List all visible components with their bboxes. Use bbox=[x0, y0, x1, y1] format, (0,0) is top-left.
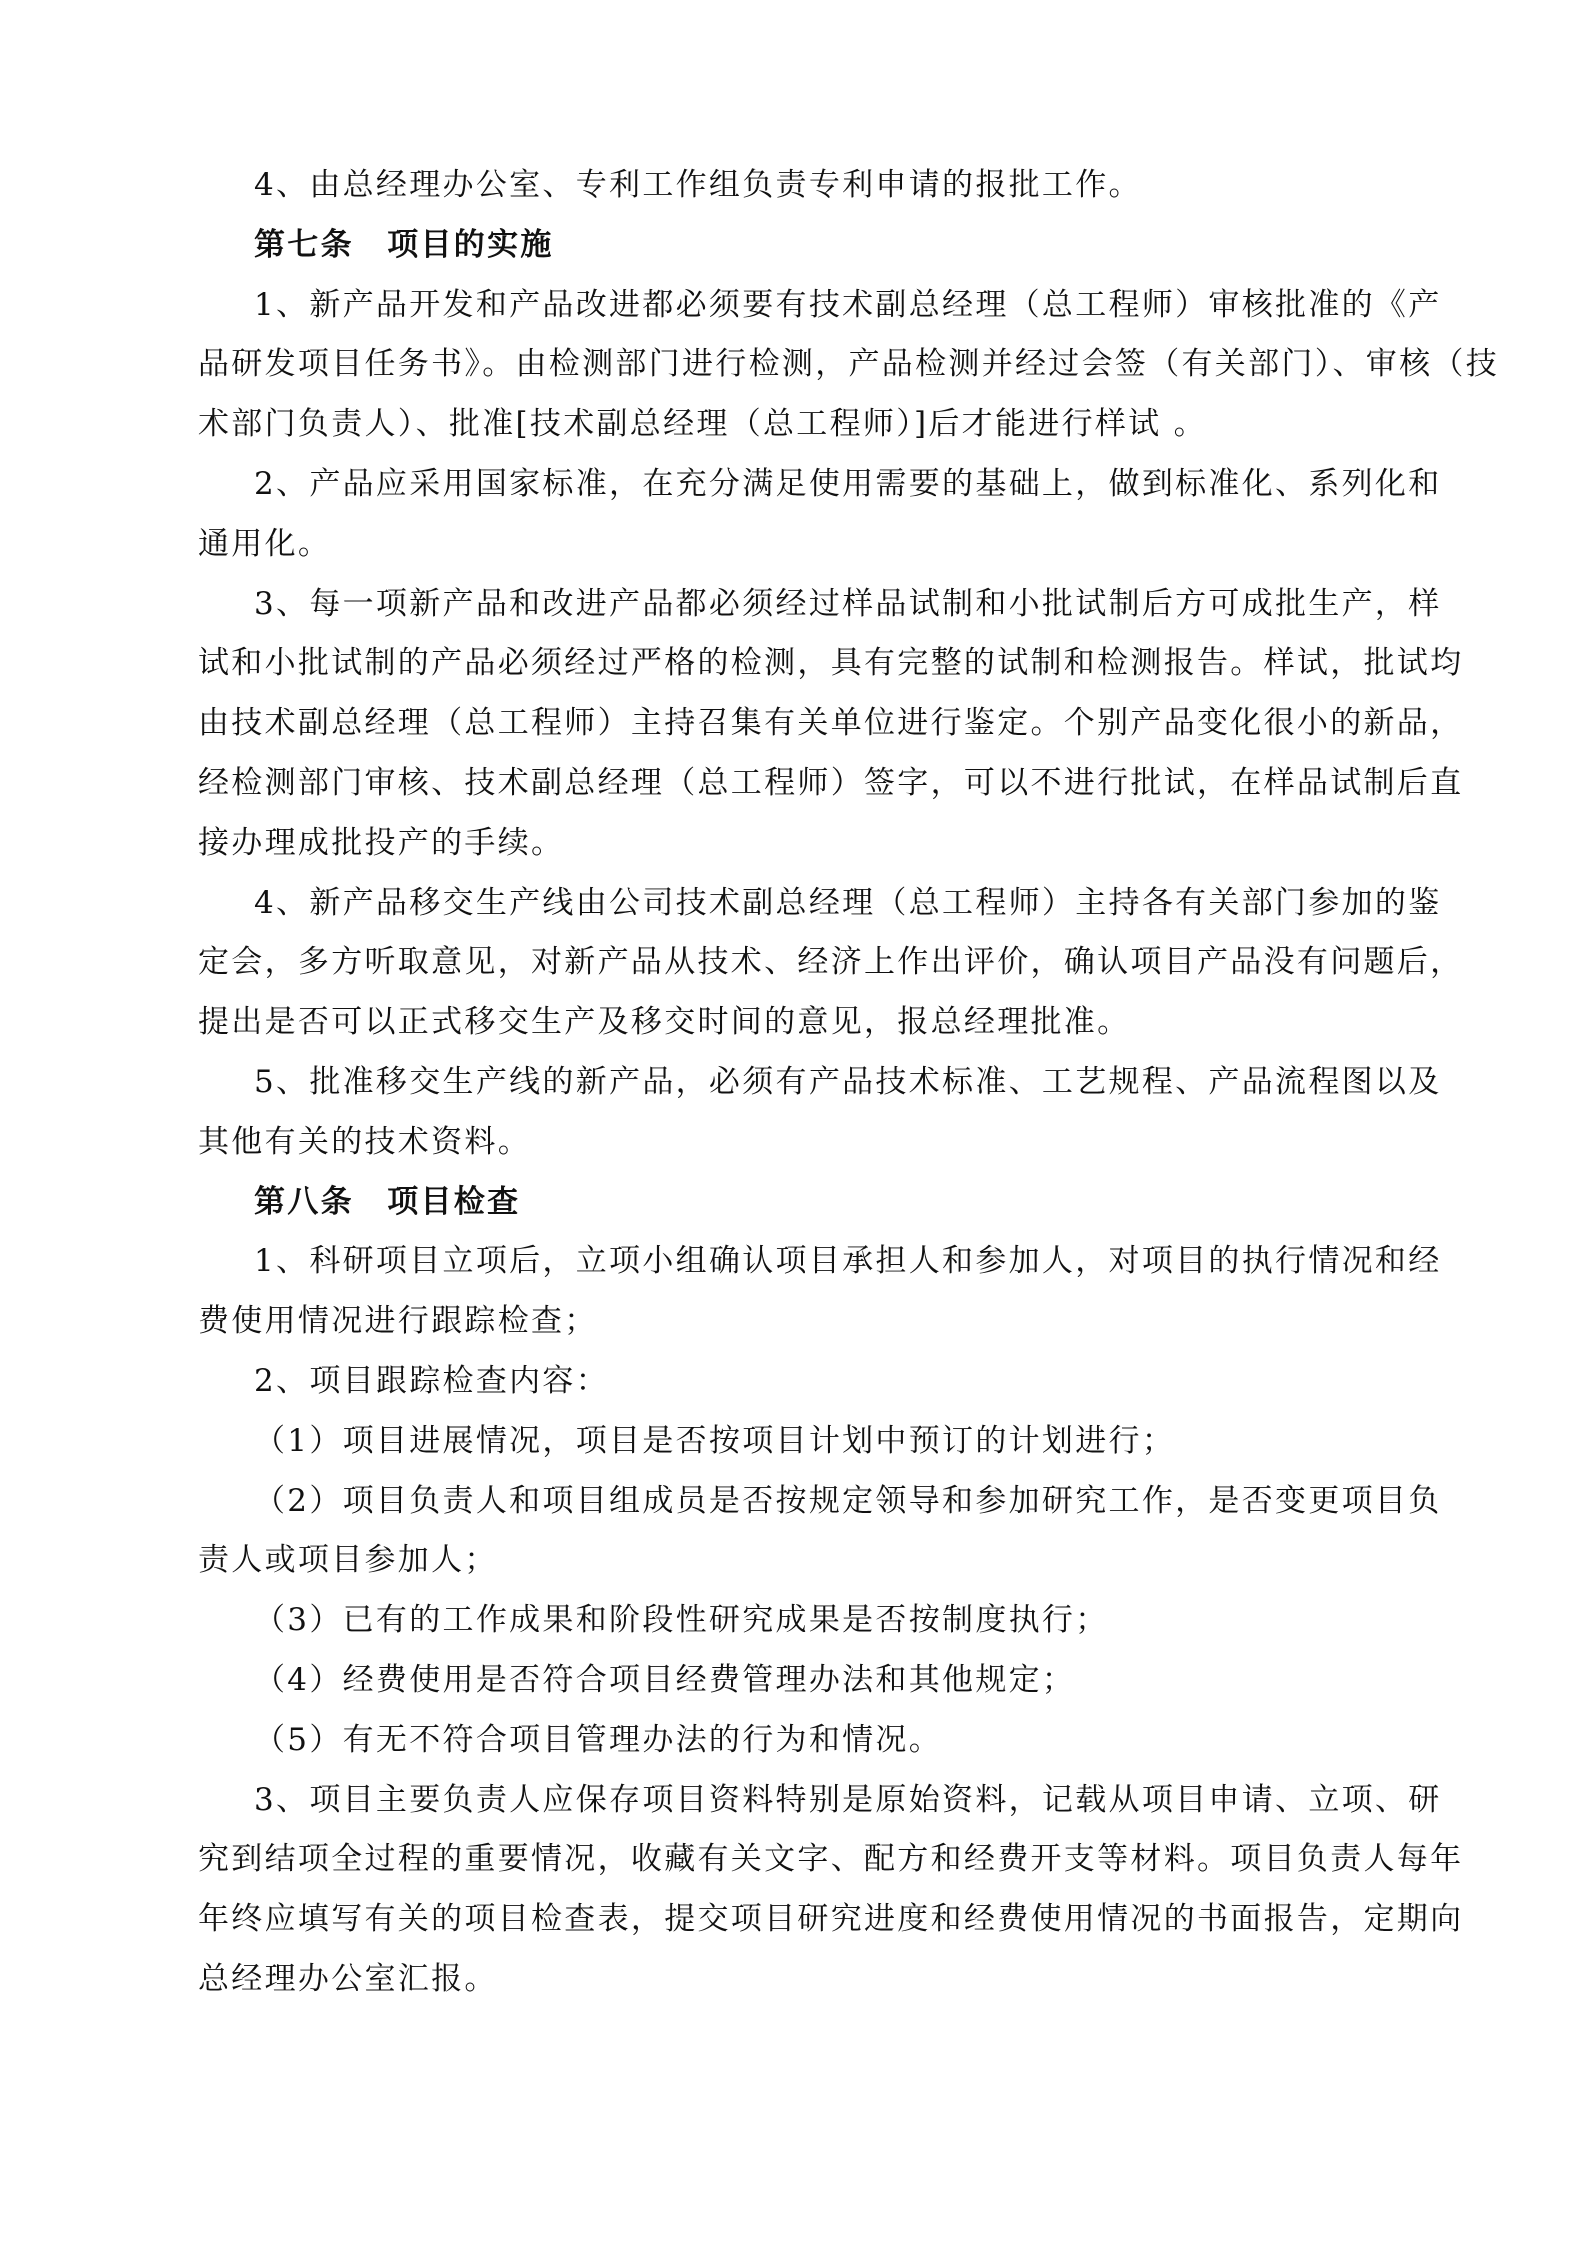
text-line: 品研发项目任务书》。由检测部门进行检测，产品检测并经过会签（有关部门）、审核（技 bbox=[198, 346, 1499, 383]
text-line: 究到结项全过程的重要情况，收藏有关文字、配方和经费开支等材料。项目负责人每年 bbox=[198, 1841, 1464, 1878]
text-line: 4、新产品移交生产线由公司技术副总经理（总工程师）主持各有关部门参加的鉴 bbox=[254, 884, 1442, 921]
paragraph-7-4 bbox=[198, 874, 1464, 1053]
text-line: 费使用情况进行跟踪检查； bbox=[198, 1303, 598, 1340]
paragraph-8-1 bbox=[198, 1232, 1442, 1352]
heading-text: 第七条 项目的实施 bbox=[254, 226, 554, 263]
text-line: 术部门负责人）、批准[技术副总经理（总工程师）]后才能进行样试 。 bbox=[198, 406, 1207, 443]
text-line: 接办理成批投产的手续。 bbox=[198, 824, 565, 861]
text-line: 通用化。 bbox=[198, 525, 332, 562]
sub-item-4 bbox=[198, 1651, 1400, 1711]
paragraph-7-5 bbox=[198, 1053, 1442, 1173]
text-line: 责人或项目参加人； bbox=[198, 1542, 498, 1579]
section-heading-article-8 bbox=[198, 1173, 1400, 1233]
text-line: （5）有无不符合项目管理办法的行为和情况。 bbox=[254, 1721, 943, 1758]
text-line: 提出是否可以正式移交生产及移交时间的意见，报总经理批准。 bbox=[198, 1004, 1131, 1041]
text-line: 2、产品应采用国家标准，在充分满足使用需要的基础上，做到标准化、系列化和 bbox=[254, 465, 1442, 502]
text-line: （4）经费使用是否符合项目经费管理办法和其他规定； bbox=[254, 1661, 1076, 1698]
paragraph-patent-approval bbox=[198, 156, 1400, 216]
text-line: 经检测部门审核、技术副总经理（总工程师）签字，可以不进行批试，在样品试制后直 bbox=[198, 764, 1464, 801]
text-line: 由技术副总经理（总工程师）主持召集有关单位进行鉴定。个别产品变化很小的新品， bbox=[198, 705, 1464, 742]
text-line: 1、新产品开发和产品改进都必须要有技术副总经理（总工程师）审核批准的《产 bbox=[254, 286, 1442, 323]
text-line: （2）项目负责人和项目组成员是否按规定领导和参加研究工作，是否变更项目负 bbox=[254, 1482, 1442, 1519]
paragraph-7-2 bbox=[198, 455, 1442, 575]
sub-item-3 bbox=[198, 1591, 1400, 1651]
text-line: （3）已有的工作成果和阶段性研究成果是否按制度执行； bbox=[254, 1602, 1109, 1639]
text-line: 其他有关的技术资料。 bbox=[198, 1123, 531, 1160]
sub-item-5 bbox=[198, 1711, 1400, 1771]
text-line: 1、科研项目立项后，立项小组确认项目承担人和参加人，对项目的执行情况和经 bbox=[254, 1243, 1442, 1280]
text-line: 总经理办公室汇报。 bbox=[198, 1960, 498, 1997]
text-line: 4、由总经理办公室、专利工作组负责专利申请的报批工作。 bbox=[254, 167, 1142, 203]
document-page bbox=[198, 156, 1499, 2010]
paragraph-8-3 bbox=[198, 1771, 1464, 2010]
section-heading-article-7 bbox=[198, 216, 1400, 276]
text-line: 定会，多方听取意见，对新产品从技术、经济上作出评价，确认项目产品没有问题后， bbox=[198, 944, 1464, 981]
text-line: （1）项目进展情况，项目是否按项目计划中预订的计划进行； bbox=[254, 1422, 1176, 1459]
text-line: 试和小批试制的产品必须经过严格的检测，具有完整的试制和检测报告。样试，批试均 bbox=[198, 645, 1464, 682]
text-line: 2、项目跟踪检查内容： bbox=[254, 1362, 610, 1399]
paragraph-7-3 bbox=[198, 575, 1464, 874]
heading-text: 第八条 项目检查 bbox=[254, 1183, 521, 1220]
paragraph-8-2 bbox=[198, 1352, 1400, 1412]
text-line: 3、项目主要负责人应保存项目资料特别是原始资料，记载从项目申请、立项、研 bbox=[254, 1781, 1442, 1818]
text-line: 5、批准移交生产线的新产品，必须有产品技术标准、工艺规程、产品流程图以及 bbox=[254, 1063, 1442, 1100]
paragraph-7-1 bbox=[198, 276, 1499, 455]
sub-item-1 bbox=[198, 1412, 1400, 1472]
text-line: 年终应填写有关的项目检查表，提交项目研究进度和经费使用情况的书面报告，定期向 bbox=[198, 1901, 1464, 1938]
text-line: 3、每一项新产品和改进产品都必须经过样品试制和小批试制后方可成批生产，样 bbox=[254, 585, 1442, 622]
sub-item-2 bbox=[198, 1472, 1442, 1592]
